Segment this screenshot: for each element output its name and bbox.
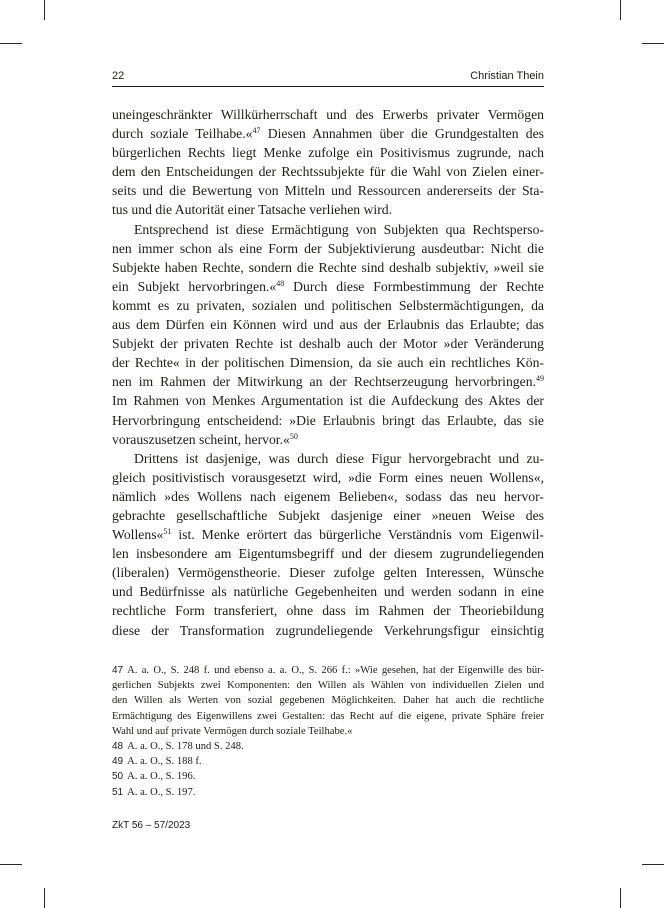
footnote-line: 48 A. a. O., S. 178 und S. 248.	[112, 741, 244, 753]
text-line: uneingeschränkter Willkürherrschaft und des Erwerbs privater Vermögen	[112, 107, 544, 122]
crop-mark	[44, 888, 45, 908]
text-line: gebrachte gesellschaftliche Subjekt dasjenige einer »neuen Weise des	[112, 507, 544, 523]
footnote-number: 51	[112, 786, 124, 798]
page-header	[112, 70, 544, 84]
header-rule	[112, 86, 544, 87]
body-text	[112, 105, 544, 640]
text-line: durch soziale Teilhabe.«$^{47}$ Diesen Annahmen über die Grundgestalten des	[112, 126, 544, 142]
footnote-number: 47	[112, 665, 124, 676]
text-line: seits und die Bewertung von Mitteln und Ressourcen andererseits der Sta-	[112, 183, 544, 199]
text-line: len insbesondere am Eigentumsbegriff und der diesem zugrundeliegenden	[112, 546, 544, 562]
paragraph	[112, 105, 544, 220]
text-line: Subjekt der privaten Rechte ist deshalb auch der Motor »der Veränderung	[112, 336, 544, 352]
footnote-47	[112, 663, 544, 739]
text-line: aus dem Dürfen ein Können wird und aus der Erlaubnis das Erlaubte; das	[112, 317, 544, 333]
crop-mark	[642, 43, 664, 44]
crop-mark	[642, 864, 664, 865]
text-line: bürgerlichen Rechts liegt Menke zufolge ein Positivismus zugrunde, nach	[112, 145, 544, 161]
text-line: nämlich »des Wollens nach eigenem Belieben«, sodass das neu hervor-	[112, 488, 544, 504]
text-line: der Rechte« in der politischen Dimension, da sie auch ein rechtliches Kön-	[112, 355, 544, 371]
text-line: Subjekte haben Rechte, sondern die Rechte sind deshalb subjektiv, »weil sie	[112, 259, 544, 275]
text-line: kommt es zu privaten, sozialen und politischen Selbstermächtigungen, da	[112, 297, 544, 313]
running-title: Christian Thein	[470, 70, 544, 82]
footnote-line: 49 A. a. O., S. 188 f.	[112, 756, 202, 768]
footnote-line: 51 A. a. O., S. 197.	[112, 786, 196, 798]
footnote-ref: 47	[252, 126, 261, 136]
footnote-ref: 48	[276, 278, 285, 288]
footnote-line: gerlichen Subjekts zwei Komponenten: den Willen als Wählen von individuellen Zielen und	[112, 680, 544, 692]
footnote-ref: 49	[536, 374, 544, 384]
page-number: 22	[112, 70, 125, 82]
footnote-ref: 51	[163, 527, 172, 537]
footnote-48	[112, 739, 544, 754]
text-line: Drittens ist dasjenige, was durch diese Figur hervorgebracht und zu-	[134, 450, 544, 466]
text-line: Entsprechend ist diese Ermächtigung von Subjekten qua Rechtsperso-	[134, 221, 544, 237]
text-line: tus und die Autorität einer Tatsache verliehen wird.	[112, 202, 393, 218]
text-line: Wollens«$^{51}$ ist. Menke erörtert das bürgerliche Verständnis vom Eigenwil-	[112, 527, 544, 543]
footnote-ref: 50	[289, 431, 298, 441]
footnote-line: 47 A. a. O., S. 248 f. und ebenso a. a. O., S. 266 f.: »Wie gesehen, hat der Eigenwille des bür-	[112, 665, 544, 676]
text-line: Im Rahmen von Menkes Argumentation ist die Aufdeckung des Aktes der	[112, 393, 544, 409]
text-line: ein Subjekt hervorbringen.«$^{48}$ Durch diese Formbestimmung der Rechte	[112, 278, 544, 294]
text-line: diese der Transformation zugrundeliegende Verkehrungsfigur einsichtig	[112, 622, 544, 638]
journal-footer: ZkT 56 – 57/2023	[112, 820, 191, 831]
paragraph	[112, 220, 544, 449]
footnote-51	[112, 785, 544, 800]
footnote-number: 48	[112, 741, 124, 753]
crop-mark	[620, 888, 621, 908]
footnote-line: den Willen als Werten von sozial gegebenen Möglichkeiten. Daher hat auch die rechtliche	[112, 695, 544, 707]
text-line: und Bedürfnisse als natürliche Gegebenheiten und werden sodann in eine	[112, 584, 544, 600]
footnote-50	[112, 769, 544, 784]
footnote-line: Wahl und auf private Vermögen durch soziale Teilhabe.«	[112, 725, 353, 737]
footnote-49	[112, 754, 544, 769]
footnote-line: Ermächtigung des Eigenwillens zwei Gestalten: das Recht auf die eigene, private Sphäre freier	[112, 710, 544, 722]
text-line: nen immer schon als eine Form der Subjektivierung ausdeutbar: Nicht die	[112, 240, 544, 256]
footnotes	[112, 663, 544, 800]
crop-mark	[0, 43, 22, 44]
text-line: Hervorbringung entscheidend: »Die Erlaubnis bringt das Erlaubte, das sie	[112, 412, 544, 428]
footnote-number: 50	[112, 771, 124, 783]
text-line: nen im Rahmen der Mitwirkung an der Rechtserzeugung hervorbringen.$^{49}$	[112, 374, 544, 390]
text-line: (liberalen) Vermögenstheorie. Dieser zufolge gelten Interessen, Wünsche	[112, 565, 544, 581]
paragraph	[112, 449, 544, 640]
crop-mark	[0, 864, 22, 865]
text-line: dem den Entscheidungen der Rechtssubjekte für die Wahl von Zielen einer-	[112, 164, 544, 180]
crop-mark	[620, 0, 621, 20]
crop-mark	[44, 0, 45, 20]
text-line: gleich positivistisch vorausgesetzt wird, »die Form eines neuen Wollens«,	[112, 469, 544, 485]
text-line: rechtliche Form transferiert, ohne dass im Rahmen der Theoriebildung	[112, 603, 544, 619]
footnote-line: 50 A. a. O., S. 196.	[112, 771, 196, 783]
footnote-number: 49	[112, 756, 124, 768]
text-line: vorauszusetzen scheint, hervor.«$^{50}$	[112, 431, 298, 447]
